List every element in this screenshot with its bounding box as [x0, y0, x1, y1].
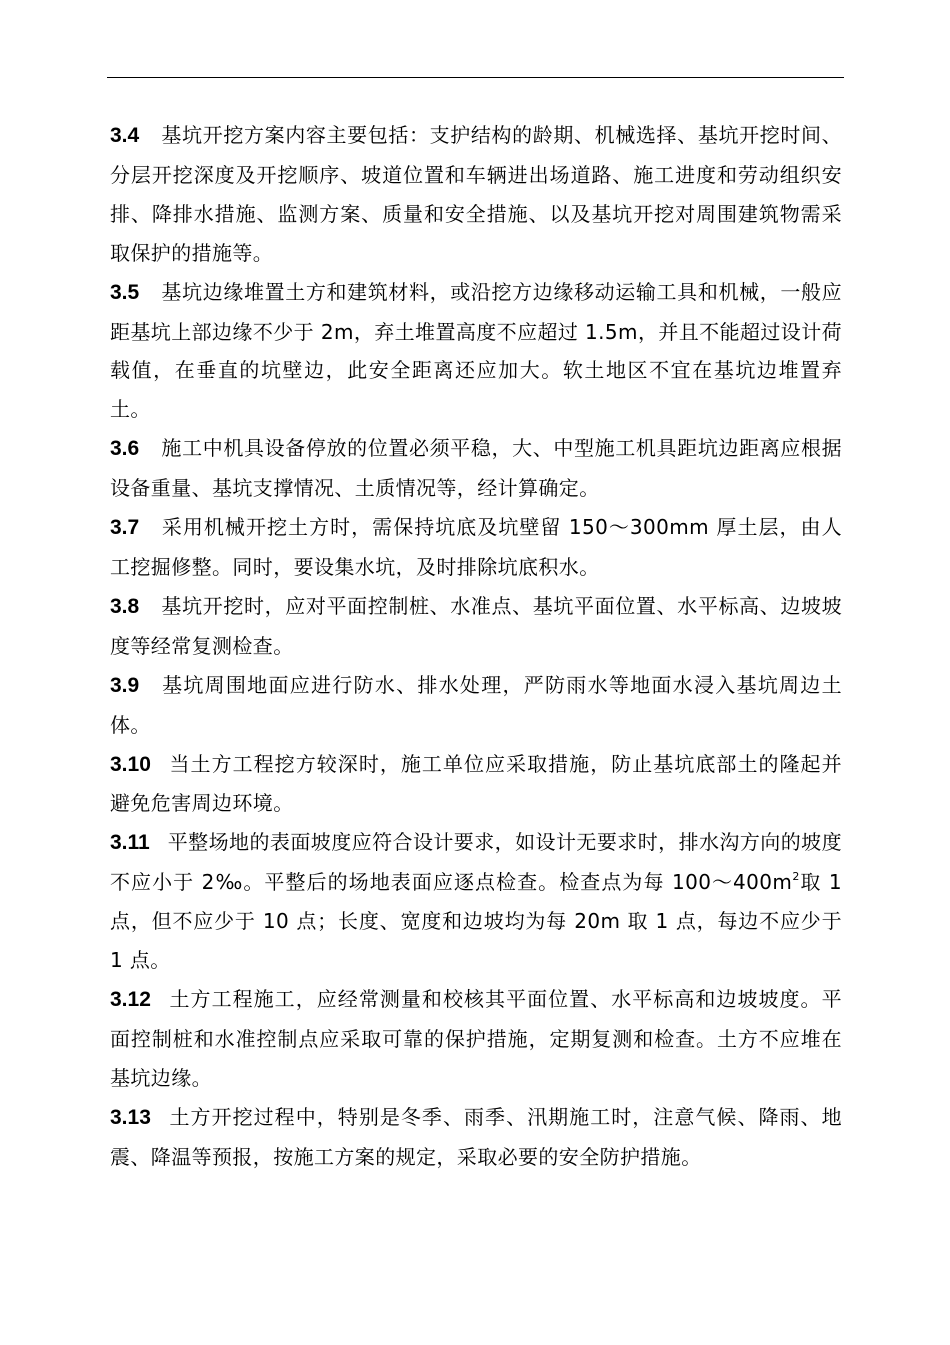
- clause-3-11: [110, 823, 842, 980]
- document-body: [110, 116, 842, 1176]
- clause-3-7: [110, 508, 842, 587]
- clause-text: 基坑开挖时，应对平面控制桩、水准点、基坑平面位置、水平标高、边坡坡度等经常复测检查。: [110, 593, 842, 658]
- area-unit-superscript: 2: [792, 870, 800, 884]
- clause-number: 3.8: [110, 594, 140, 618]
- clause-text: 采用机械开挖土方时，需保持坑底及坑壁留 150～300mm 厚土层，由人工挖掘修整。同时，要设集水坑，及时排除坑底积水。: [110, 515, 842, 579]
- clause-text: 土方工程施工，应经常测量和校核其平面位置、水平标高和边坡坡度。平面控制桩和水准控制点应采取可靠的保护措施，定期复测和检查。土方不应堆在基坑边缘。: [110, 986, 842, 1090]
- clause-text: 基坑边缘堆置土方和建筑材料，或沿挖方边缘移动运输工具和机械，一般应距基坑上部边缘不少于 2m，弃土堆置高度不应超过 1.5m，并且不能超过设计荷载值，在垂直的坑壁边，此安全距离还应加大。软土地区不宜在基坑边堆置弃土。: [110, 279, 842, 422]
- clause-text: 基坑开挖方案内容主要包括：支护结构的龄期、机械选择、基坑开挖时间、分层开挖深度及开挖顺序、坡道位置和车辆进出场道路、施工进度和劳动组织安排、降排水措施、监测方案、质量和安全措施、以及基坑开挖对周围建筑物需采取保护的措施等。: [110, 123, 842, 265]
- clause-number: 3.4: [110, 124, 140, 147]
- clause-number: 3.11: [110, 831, 150, 855]
- clause-text: 当土方工程挖方较深时，施工单位应采取措施，防止基坑底部土的隆起并避免危害周边环境。: [110, 751, 842, 816]
- clause-text-part-b: 取 1 点，但不应少于 10 点；长度、宽度和边坡均为每 20m 取 1 点，每边不应少于 1 点。: [110, 870, 842, 973]
- clause-text-part-a: 平整场地的表面坡度应符合设计要求，如设计无要求时，排水沟方向的坡度不应小于 2‰。平整后的场地表面应逐点检查。检查点为每 100～400m: [110, 830, 842, 895]
- header-rule: [107, 77, 844, 78]
- clause-3-8: [110, 587, 842, 666]
- clause-text: 土方开挖过程中，特别是冬季、雨季、汛期施工时，注意气候、降雨、地震、降温等预报，按施工方案的规定，采取必要的安全防护措施。: [110, 1104, 842, 1169]
- clause-3-13: [110, 1098, 842, 1177]
- clause-text: 施工中机具设备停放的位置必须平稳，大、中型施工机具距坑边距离应根据设备重量、基坑支撑情况、土质情况等，经计算确定。: [110, 436, 842, 501]
- clause-number: 3.7: [110, 516, 140, 540]
- clause-number: 3.6: [110, 437, 140, 461]
- clause-number: 3.13: [110, 1105, 151, 1129]
- clause-text: 基坑周围地面应进行防水、排水处理，严防雨水等地面水浸入基坑周边土体。: [110, 672, 842, 737]
- clause-number: 3.10: [110, 752, 151, 776]
- clause-number: 3.5: [110, 280, 140, 304]
- clause-number: 3.9: [110, 673, 140, 697]
- clause-3-10: [110, 745, 842, 824]
- clause-number: 3.12: [110, 987, 151, 1011]
- clause-3-4: [110, 116, 842, 273]
- clause-3-12: [110, 980, 842, 1098]
- clause-3-9: [110, 666, 842, 745]
- clause-3-6: [110, 429, 842, 508]
- clause-3-5: [110, 273, 842, 430]
